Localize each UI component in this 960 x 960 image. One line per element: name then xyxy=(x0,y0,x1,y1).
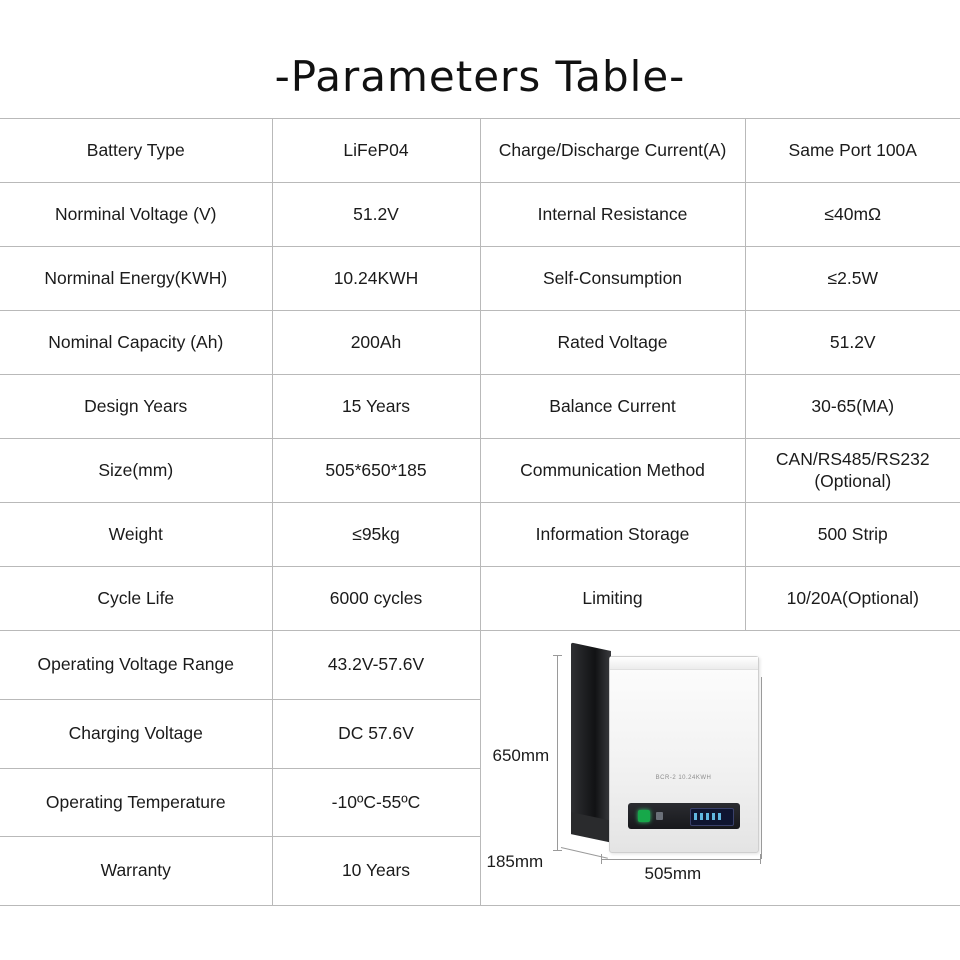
product-illustration xyxy=(485,637,957,899)
table-row xyxy=(0,439,960,503)
battery-front-panel xyxy=(609,656,759,853)
table-row xyxy=(0,631,960,700)
height-guide-tick-top xyxy=(553,655,562,656)
param-label: Operating Voltage Range xyxy=(0,631,272,700)
param-label: Design Years xyxy=(0,375,272,439)
param-value: 6000 cycles xyxy=(272,567,480,631)
param-value: 10/20A(Optional) xyxy=(745,567,960,631)
param-label: Charging Voltage xyxy=(0,699,272,768)
param-label: Charge/Discharge Current(A) xyxy=(480,119,745,183)
param-value: CAN/RS485/RS232 (Optional) xyxy=(745,439,960,503)
param-value: ≤2.5W xyxy=(745,247,960,311)
table-row xyxy=(0,119,960,183)
param-value: DC 57.6V xyxy=(272,699,480,768)
param-value: ≤40mΩ xyxy=(745,183,960,247)
param-label: Battery Type xyxy=(0,119,272,183)
battery-model-label: BCR-2 10.24KWH xyxy=(655,775,712,782)
table-row xyxy=(0,567,960,631)
param-value: -10ºC-55ºC xyxy=(272,768,480,837)
param-value: 43.2V-57.6V xyxy=(272,631,480,700)
power-indicator-icon xyxy=(638,810,650,822)
param-value: 51.2V xyxy=(745,311,960,375)
battery-side-panel xyxy=(571,643,611,842)
param-label: Information Storage xyxy=(480,503,745,567)
height-guide-line xyxy=(557,655,558,851)
param-value: LiFeP04 xyxy=(272,119,480,183)
table-row xyxy=(0,503,960,567)
battery-device-image xyxy=(571,651,786,859)
battery-control-panel xyxy=(628,803,740,829)
param-label: Limiting xyxy=(480,567,745,631)
param-label: Self-Consumption xyxy=(480,247,745,311)
param-label: Size(mm) xyxy=(0,439,272,503)
param-value: 10.24KWH xyxy=(272,247,480,311)
param-value: 30-65(MA) xyxy=(745,375,960,439)
battery-top-edge xyxy=(610,657,758,670)
parameters-table xyxy=(0,118,960,906)
param-label: Internal Resistance xyxy=(480,183,745,247)
param-value: 51.2V xyxy=(272,183,480,247)
param-value: 500 Strip xyxy=(745,503,960,567)
param-value: 15 Years xyxy=(272,375,480,439)
dimension-depth-label: 185mm xyxy=(486,852,544,872)
dimension-height-label: 650mm xyxy=(492,746,550,766)
product-illustration-cell xyxy=(480,631,960,906)
page-title: -Parameters Table- xyxy=(274,52,686,101)
param-label: Norminal Voltage (V) xyxy=(0,183,272,247)
param-value: 10 Years xyxy=(272,837,480,906)
param-label: Communication Method xyxy=(480,439,745,503)
table-row xyxy=(0,375,960,439)
param-label: Nominal Capacity (Ah) xyxy=(0,311,272,375)
param-value: ≤95kg xyxy=(272,503,480,567)
param-label: Operating Temperature xyxy=(0,768,272,837)
param-label: Rated Voltage xyxy=(480,311,745,375)
table-row xyxy=(0,311,960,375)
param-value: Same Port 100A xyxy=(745,119,960,183)
width-guide-line xyxy=(601,859,761,860)
dimension-width-label: 505mm xyxy=(644,864,702,884)
battery-display-screen xyxy=(690,808,734,826)
height-guide-tick-bottom xyxy=(553,850,562,851)
param-value: 505*650*185 xyxy=(272,439,480,503)
table-row xyxy=(0,247,960,311)
param-label: Cycle Life xyxy=(0,567,272,631)
param-label: Balance Current xyxy=(480,375,745,439)
param-label: Norminal Energy(KWH) xyxy=(0,247,272,311)
param-value: 200Ah xyxy=(272,311,480,375)
param-label: Warranty xyxy=(0,837,272,906)
param-label: Weight xyxy=(0,503,272,567)
right-edge-guide-line xyxy=(761,677,762,859)
table-row xyxy=(0,183,960,247)
status-indicator-icon xyxy=(656,812,663,820)
